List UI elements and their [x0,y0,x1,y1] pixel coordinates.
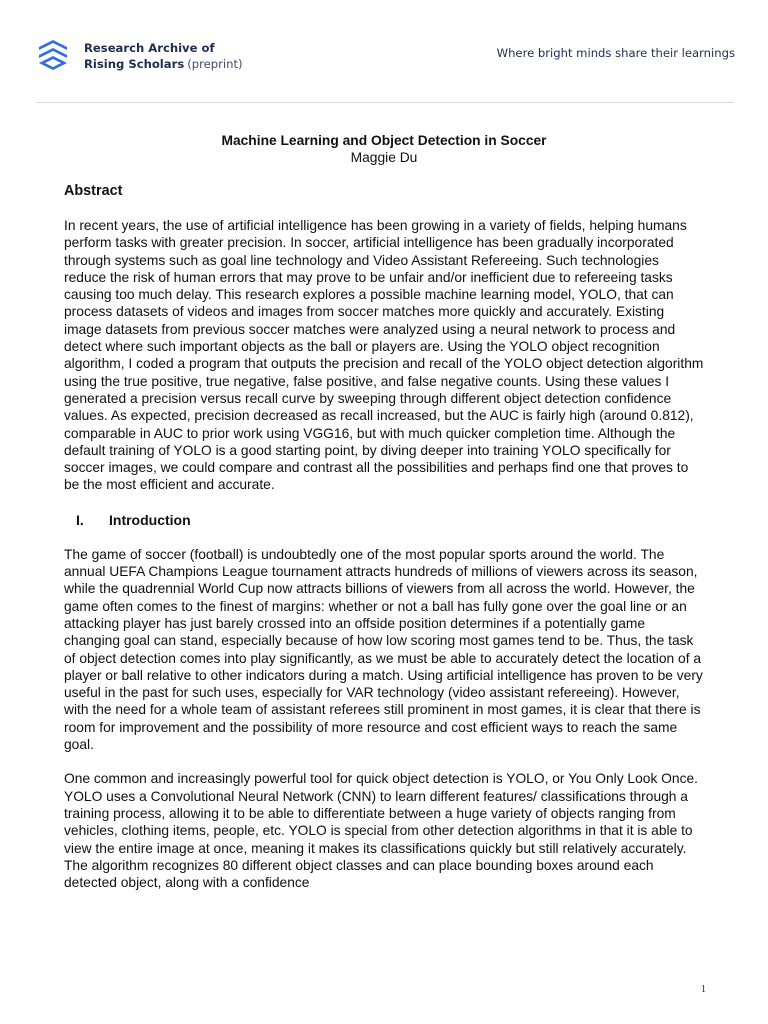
introduction-paragraph-2: One common and increasingly powerful tool for quick object detection is YOLO, or You Only Look Once. YOLO uses a Convolutional Neural Network (CNN) to learn different features/ classifications through a training process, allowing it to be able to differentiate between a huge variety of objects ranging from vehicles, clothing items, people, etc. YOLO is special from other detection algorithms in that it is able to view the entire image at once, meaning it makes its classifications quickly but still relatively accurately. The algorithm recognizes 80 different object classes and can place bounding boxes around each detected object, along with a confidence [64,771,698,891]
brand-line-1: Research Archive of [84,41,215,55]
section-number: I. [76,511,84,528]
brand-name [84,40,243,72]
stacked-chevrons-logo-icon [36,38,70,72]
paper-title: Machine Learning and Object Detection in Soccer [221,133,547,148]
paper-author: Maggie Du [350,150,418,165]
section-heading-introduction [64,511,704,529]
header-divider [36,102,734,103]
abstract-paragraph: In recent years, the use of artificial intelligence has been growing in a variety of fields, helping humans perform tasks with greater precision. In soccer, artificial intelligence has been gradually incorporated through systems such as goal line technology and Video Assistant Refereeing. Such technologies reduce the risk of human errors that may prove to be unfair and/or inefficient due to refereeing tasks causing too much delay. This research explores a possible machine learning model, YOLO, that can process datasets of videos and images from soccer matches more quickly and accurately. Existing image datasets from previous soccer matches were analyzed using a neural network to process and detect where such important objects as the ball or players are. Using the YOLO object recognition algorithm, I coded a program that outputs the precision and recall of the YOLO object detection algorithm using the true positive, true negative, false positive, and false negative counts. Using these values I generated a precision versus recall curve by sweeping through different object detection confidence values. As expected, precision decreased as recall increased, but the AUC is fairly high (around 0.812), comparable in AUC to prior work using VGG16, but with much quicker completion time. Although the default training of YOLO is a good starting point, by diving deeper into training YOLO specifically for soccer images, we could compare and contrast all the possibilities and perhaps find one that proves to be the most efficient and accurate. [64,218,704,493]
page-header [0,0,768,104]
introduction-paragraph-1: The game of soccer (football) is undoubtedly one of the most popular sports around the world. The annual UEFA Champions League tournament attracts hundreds of millions of viewers across its season, while the quadrennial World Cup now attracts billions of viewers from all across the world. However, the game often comes to the finest of margins: whether or not a ball has fully gone over the goal line or an attacking player has just barely crossed into an offside position determines if a potentially game changing goal can stand, especially because of how low scoring most games tend to be. Thus, the task of object detection comes into play significantly, as we must be able to accurately detect the location of a player or ball relative to other indicators during a match. Using artificial intelligence has proven to be very useful in the past for such uses, especially for VAR technology (video assistant refereeing). However, with the need for a whole team of assistant referees still prominent in most games, it is clear that there is room for improvement and the possibility of more resource and cost efficient ways to reach the same goal. [64,546,703,753]
brand-line-2-bold: Rising Scholars [84,57,185,71]
abstract-heading: Abstract [64,183,123,199]
page-number: 1 [701,984,706,995]
paper-body [64,132,704,891]
section-title: Introduction [109,511,191,528]
brand-line-2 [84,56,243,72]
brand-preprint-label: (preprint) [187,57,243,71]
header-tagline: Where bright minds share their learnings [496,46,735,60]
